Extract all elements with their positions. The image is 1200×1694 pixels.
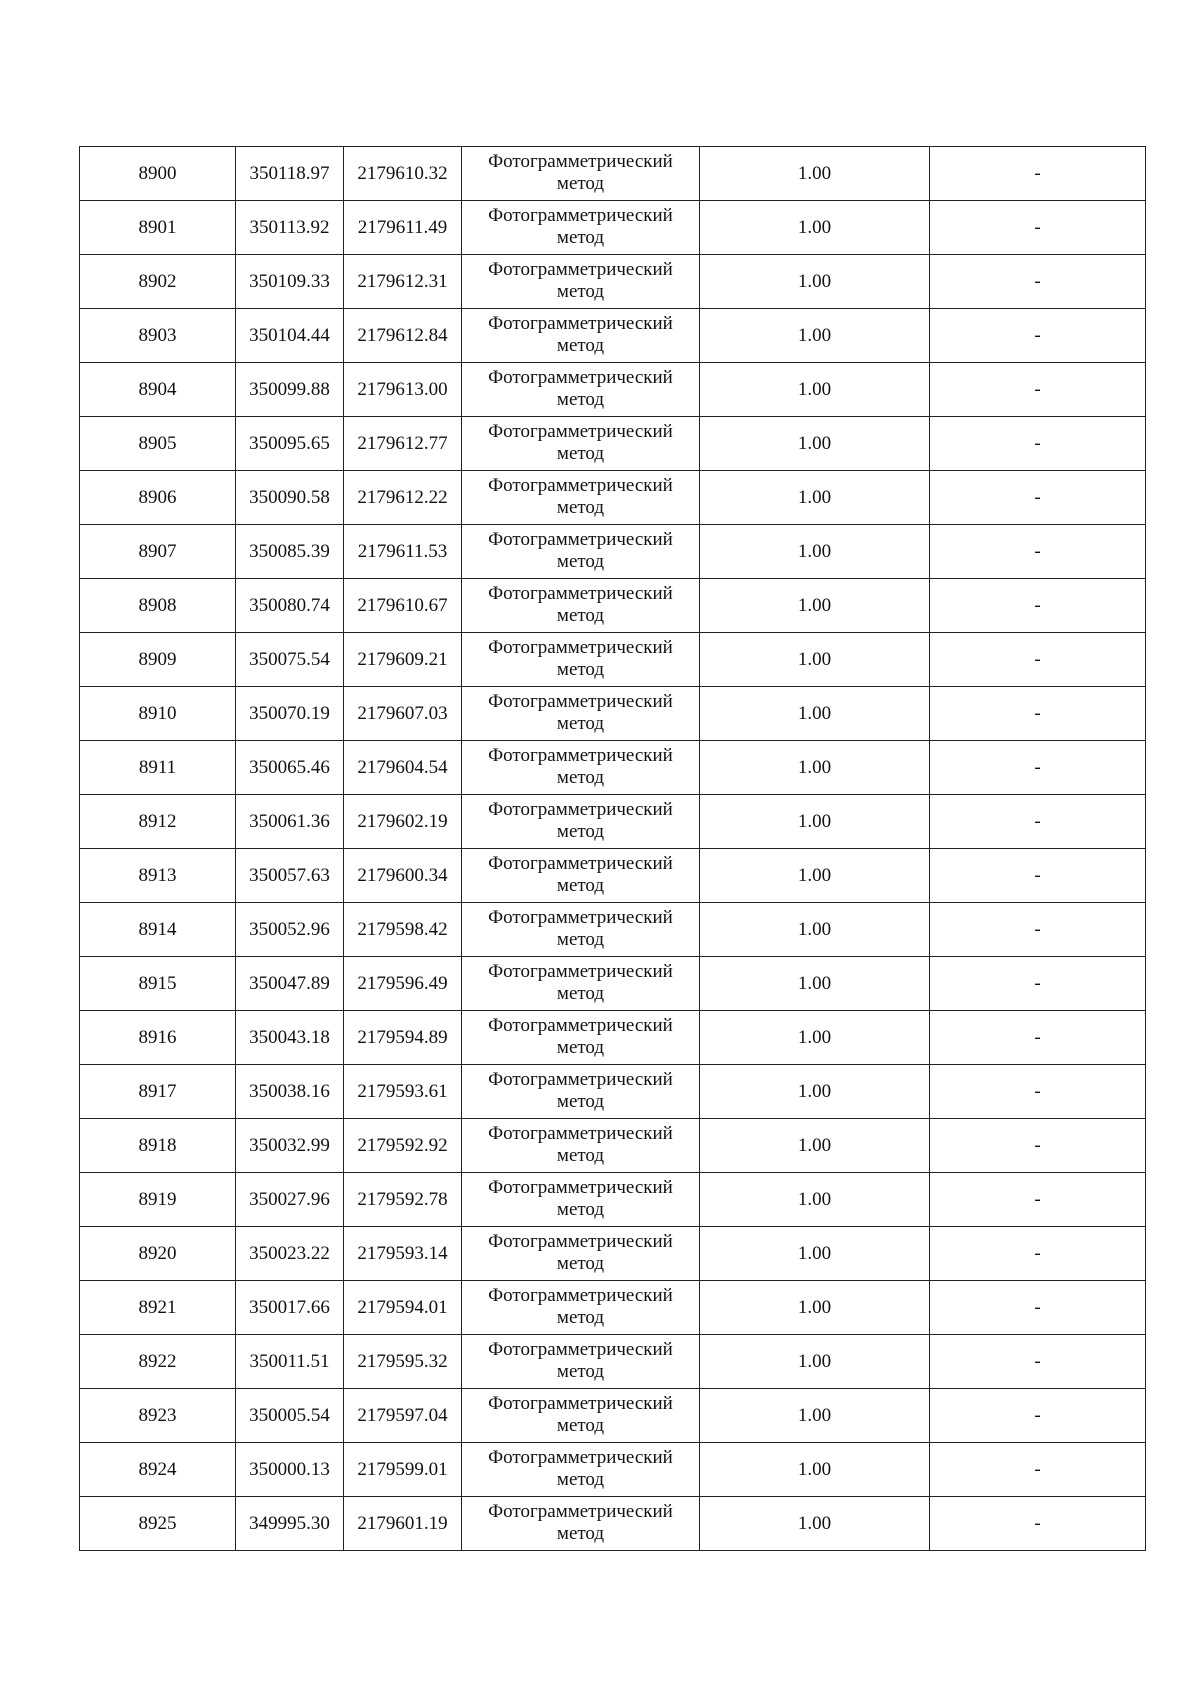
method-cell: [462, 1443, 700, 1497]
method-cell: [462, 1335, 700, 1389]
method-label-line-1: Фотограмметрический: [488, 1284, 673, 1306]
method-cell: [462, 1227, 700, 1281]
note-cell: -: [930, 741, 1146, 795]
x-coordinate-cell: 350090.58: [236, 471, 344, 525]
y-coordinate-cell: 2179592.92: [344, 1119, 462, 1173]
accuracy-cell: 1.00: [700, 957, 930, 1011]
y-coordinate-cell: 2179607.03: [344, 687, 462, 741]
method-label-line-1: Фотограмметрический: [488, 528, 673, 550]
x-coordinate-cell: 350052.96: [236, 903, 344, 957]
method-cell: [462, 309, 700, 363]
method-label-line-2: метод: [556, 442, 605, 464]
point-number-cell: 8910: [80, 687, 236, 741]
x-coordinate-cell: 350057.63: [236, 849, 344, 903]
point-number-cell: 8915: [80, 957, 236, 1011]
method-label-line-2: метод: [556, 226, 605, 248]
table-row: [80, 1011, 1146, 1065]
x-coordinate-cell: 350005.54: [236, 1389, 344, 1443]
note-cell: -: [930, 471, 1146, 525]
point-number-cell: 8922: [80, 1335, 236, 1389]
method-label-line-1: Фотограмметрический: [488, 474, 673, 496]
note-cell: -: [930, 1011, 1146, 1065]
method-label-line-1: Фотограмметрический: [488, 582, 673, 604]
method-label-line-1: Фотограмметрический: [488, 150, 673, 172]
method-label-line-1: Фотограмметрический: [488, 366, 673, 388]
y-coordinate-cell: 2179594.01: [344, 1281, 462, 1335]
method-cell: [462, 633, 700, 687]
note-cell: -: [930, 309, 1146, 363]
method-label-line-2: метод: [556, 550, 605, 572]
method-label-line-2: метод: [556, 172, 605, 194]
accuracy-cell: 1.00: [700, 687, 930, 741]
x-coordinate-cell: 350032.99: [236, 1119, 344, 1173]
point-number-cell: 8921: [80, 1281, 236, 1335]
accuracy-cell: 1.00: [700, 795, 930, 849]
y-coordinate-cell: 2179610.67: [344, 579, 462, 633]
y-coordinate-cell: 2179598.42: [344, 903, 462, 957]
method-label-line-1: Фотограмметрический: [488, 1122, 673, 1144]
method-label-line-2: метод: [556, 1090, 605, 1112]
accuracy-cell: 1.00: [700, 1443, 930, 1497]
point-number-cell: 8902: [80, 255, 236, 309]
x-coordinate-cell: 350075.54: [236, 633, 344, 687]
note-cell: -: [930, 255, 1146, 309]
method-label-line-2: метод: [556, 820, 605, 842]
method-cell: [462, 957, 700, 1011]
x-coordinate-cell: 350038.16: [236, 1065, 344, 1119]
method-label-line-1: Фотограмметрический: [488, 798, 673, 820]
point-number-cell: 8924: [80, 1443, 236, 1497]
method-label-line-2: метод: [556, 658, 605, 680]
table-row: [80, 957, 1146, 1011]
accuracy-cell: 1.00: [700, 417, 930, 471]
method-label-line-2: метод: [556, 496, 605, 518]
x-coordinate-cell: 350043.18: [236, 1011, 344, 1065]
point-number-cell: 8925: [80, 1497, 236, 1551]
method-label-line-2: метод: [556, 1468, 605, 1490]
point-number-cell: 8920: [80, 1227, 236, 1281]
method-label-line-2: метод: [556, 1522, 605, 1544]
table-row: [80, 363, 1146, 417]
method-cell: [462, 1119, 700, 1173]
note-cell: -: [930, 1497, 1146, 1551]
method-label-line-1: Фотограмметрический: [488, 690, 673, 712]
point-number-cell: 8904: [80, 363, 236, 417]
accuracy-cell: 1.00: [700, 1389, 930, 1443]
x-coordinate-cell: 350109.33: [236, 255, 344, 309]
accuracy-cell: 1.00: [700, 633, 930, 687]
point-number-cell: 8919: [80, 1173, 236, 1227]
point-number-cell: 8907: [80, 525, 236, 579]
point-number-cell: 8911: [80, 741, 236, 795]
x-coordinate-cell: 349995.30: [236, 1497, 344, 1551]
method-label-line-1: Фотограмметрический: [488, 312, 673, 334]
table-row: [80, 525, 1146, 579]
table-row: [80, 849, 1146, 903]
y-coordinate-cell: 2179592.78: [344, 1173, 462, 1227]
accuracy-cell: 1.00: [700, 903, 930, 957]
method-cell: [462, 1497, 700, 1551]
note-cell: -: [930, 849, 1146, 903]
y-coordinate-cell: 2179593.61: [344, 1065, 462, 1119]
accuracy-cell: 1.00: [700, 1065, 930, 1119]
method-cell: [462, 417, 700, 471]
point-number-cell: 8913: [80, 849, 236, 903]
point-number-cell: 8906: [80, 471, 236, 525]
table-row: [80, 471, 1146, 525]
method-cell: [462, 255, 700, 309]
method-label-line-1: Фотограмметрический: [488, 1338, 673, 1360]
table-row: [80, 1227, 1146, 1281]
y-coordinate-cell: 2179600.34: [344, 849, 462, 903]
method-label-line-1: Фотограмметрический: [488, 1176, 673, 1198]
y-coordinate-cell: 2179594.89: [344, 1011, 462, 1065]
note-cell: -: [930, 957, 1146, 1011]
table-row: [80, 741, 1146, 795]
x-coordinate-cell: 350113.92: [236, 201, 344, 255]
note-cell: -: [930, 795, 1146, 849]
method-label-line-2: метод: [556, 982, 605, 1004]
table-row: [80, 1119, 1146, 1173]
table-row: [80, 579, 1146, 633]
method-label-line-1: Фотограмметрический: [488, 1446, 673, 1468]
x-coordinate-cell: 350080.74: [236, 579, 344, 633]
x-coordinate-cell: 350065.46: [236, 741, 344, 795]
y-coordinate-cell: 2179601.19: [344, 1497, 462, 1551]
table-row: [80, 795, 1146, 849]
point-number-cell: 8917: [80, 1065, 236, 1119]
accuracy-cell: 1.00: [700, 1335, 930, 1389]
method-cell: [462, 1173, 700, 1227]
method-cell: [462, 849, 700, 903]
point-number-cell: 8914: [80, 903, 236, 957]
note-cell: -: [930, 1119, 1146, 1173]
accuracy-cell: 1.00: [700, 201, 930, 255]
accuracy-cell: 1.00: [700, 471, 930, 525]
method-label-line-1: Фотограмметрический: [488, 1500, 673, 1522]
accuracy-cell: 1.00: [700, 309, 930, 363]
y-coordinate-cell: 2179613.00: [344, 363, 462, 417]
table-row: [80, 147, 1146, 201]
y-coordinate-cell: 2179612.22: [344, 471, 462, 525]
method-label-line-1: Фотограмметрический: [488, 636, 673, 658]
table-row: [80, 417, 1146, 471]
method-label-line-2: метод: [556, 1360, 605, 1382]
method-cell: [462, 795, 700, 849]
method-label-line-1: Фотограмметрический: [488, 906, 673, 928]
y-coordinate-cell: 2179593.14: [344, 1227, 462, 1281]
note-cell: -: [930, 147, 1146, 201]
method-cell: [462, 687, 700, 741]
x-coordinate-cell: 350047.89: [236, 957, 344, 1011]
method-cell: [462, 201, 700, 255]
note-cell: -: [930, 525, 1146, 579]
y-coordinate-cell: 2179595.32: [344, 1335, 462, 1389]
note-cell: -: [930, 363, 1146, 417]
accuracy-cell: 1.00: [700, 1497, 930, 1551]
note-cell: -: [930, 579, 1146, 633]
point-number-cell: 8918: [80, 1119, 236, 1173]
table-row: [80, 687, 1146, 741]
x-coordinate-cell: 350104.44: [236, 309, 344, 363]
method-label-line-2: метод: [556, 1144, 605, 1166]
x-coordinate-cell: 350027.96: [236, 1173, 344, 1227]
method-label-line-1: Фотограмметрический: [488, 852, 673, 874]
y-coordinate-cell: 2179611.49: [344, 201, 462, 255]
x-coordinate-cell: 350061.36: [236, 795, 344, 849]
note-cell: -: [930, 903, 1146, 957]
method-cell: [462, 147, 700, 201]
note-cell: -: [930, 1389, 1146, 1443]
accuracy-cell: 1.00: [700, 525, 930, 579]
accuracy-cell: 1.00: [700, 741, 930, 795]
method-cell: [462, 903, 700, 957]
table-row: [80, 1281, 1146, 1335]
accuracy-cell: 1.00: [700, 579, 930, 633]
table-row: [80, 903, 1146, 957]
method-label-line-2: метод: [556, 1306, 605, 1328]
method-label-line-1: Фотограмметрический: [488, 1014, 673, 1036]
method-label-line-2: метод: [556, 712, 605, 734]
y-coordinate-cell: 2179604.54: [344, 741, 462, 795]
point-number-cell: 8900: [80, 147, 236, 201]
point-number-cell: 8905: [80, 417, 236, 471]
y-coordinate-cell: 2179602.19: [344, 795, 462, 849]
table-row: [80, 1497, 1146, 1551]
x-coordinate-cell: 350099.88: [236, 363, 344, 417]
method-label-line-1: Фотограмметрический: [488, 960, 673, 982]
accuracy-cell: 1.00: [700, 1173, 930, 1227]
method-cell: [462, 363, 700, 417]
method-cell: [462, 1389, 700, 1443]
method-cell: [462, 1281, 700, 1335]
accuracy-cell: 1.00: [700, 363, 930, 417]
point-number-cell: 8903: [80, 309, 236, 363]
coordinates-table: [79, 146, 1146, 1551]
method-label-line-2: метод: [556, 1036, 605, 1058]
table-row: [80, 633, 1146, 687]
x-coordinate-cell: 350011.51: [236, 1335, 344, 1389]
method-label-line-2: метод: [556, 1198, 605, 1220]
x-coordinate-cell: 350023.22: [236, 1227, 344, 1281]
method-label-line-2: метод: [556, 1414, 605, 1436]
method-label-line-1: Фотограмметрический: [488, 1230, 673, 1252]
coordinates-table-body: [80, 147, 1146, 1551]
note-cell: -: [930, 1335, 1146, 1389]
method-label-line-1: Фотограмметрический: [488, 204, 673, 226]
accuracy-cell: 1.00: [700, 1119, 930, 1173]
y-coordinate-cell: 2179597.04: [344, 1389, 462, 1443]
table-row: [80, 255, 1146, 309]
method-label-line-2: метод: [556, 928, 605, 950]
table-row: [80, 1065, 1146, 1119]
x-coordinate-cell: 350000.13: [236, 1443, 344, 1497]
accuracy-cell: 1.00: [700, 849, 930, 903]
x-coordinate-cell: 350017.66: [236, 1281, 344, 1335]
note-cell: -: [930, 1227, 1146, 1281]
method-cell: [462, 1011, 700, 1065]
method-cell: [462, 1065, 700, 1119]
method-cell: [462, 579, 700, 633]
note-cell: -: [930, 1173, 1146, 1227]
method-label-line-1: Фотограмметрический: [488, 258, 673, 280]
method-label-line-1: Фотограмметрический: [488, 1068, 673, 1090]
method-cell: [462, 525, 700, 579]
table-row: [80, 309, 1146, 363]
y-coordinate-cell: 2179612.31: [344, 255, 462, 309]
y-coordinate-cell: 2179599.01: [344, 1443, 462, 1497]
point-number-cell: 8909: [80, 633, 236, 687]
note-cell: -: [930, 417, 1146, 471]
accuracy-cell: 1.00: [700, 147, 930, 201]
method-label-line-1: Фотограмметрический: [488, 1392, 673, 1414]
x-coordinate-cell: 350095.65: [236, 417, 344, 471]
accuracy-cell: 1.00: [700, 1227, 930, 1281]
method-cell: [462, 471, 700, 525]
point-number-cell: 8923: [80, 1389, 236, 1443]
point-number-cell: 8908: [80, 579, 236, 633]
y-coordinate-cell: 2179612.77: [344, 417, 462, 471]
accuracy-cell: 1.00: [700, 1281, 930, 1335]
x-coordinate-cell: 350070.19: [236, 687, 344, 741]
note-cell: -: [930, 1443, 1146, 1497]
point-number-cell: 8901: [80, 201, 236, 255]
table-row: [80, 201, 1146, 255]
table-row: [80, 1443, 1146, 1497]
method-label-line-2: метод: [556, 766, 605, 788]
method-label-line-2: метод: [556, 280, 605, 302]
table-row: [80, 1335, 1146, 1389]
method-label-line-1: Фотограмметрический: [488, 420, 673, 442]
y-coordinate-cell: 2179596.49: [344, 957, 462, 1011]
note-cell: -: [930, 687, 1146, 741]
x-coordinate-cell: 350085.39: [236, 525, 344, 579]
accuracy-cell: 1.00: [700, 255, 930, 309]
note-cell: -: [930, 201, 1146, 255]
note-cell: -: [930, 1281, 1146, 1335]
method-label-line-2: метод: [556, 1252, 605, 1274]
point-number-cell: 8912: [80, 795, 236, 849]
point-number-cell: 8916: [80, 1011, 236, 1065]
y-coordinate-cell: 2179610.32: [344, 147, 462, 201]
method-cell: [462, 741, 700, 795]
table-row: [80, 1389, 1146, 1443]
method-label-line-2: метод: [556, 874, 605, 896]
method-label-line-1: Фотограмметрический: [488, 744, 673, 766]
table-row: [80, 1173, 1146, 1227]
y-coordinate-cell: 2179612.84: [344, 309, 462, 363]
y-coordinate-cell: 2179609.21: [344, 633, 462, 687]
accuracy-cell: 1.00: [700, 1011, 930, 1065]
method-label-line-2: метод: [556, 334, 605, 356]
method-label-line-2: метод: [556, 388, 605, 410]
note-cell: -: [930, 1065, 1146, 1119]
method-label-line-2: метод: [556, 604, 605, 626]
y-coordinate-cell: 2179611.53: [344, 525, 462, 579]
note-cell: -: [930, 633, 1146, 687]
x-coordinate-cell: 350118.97: [236, 147, 344, 201]
